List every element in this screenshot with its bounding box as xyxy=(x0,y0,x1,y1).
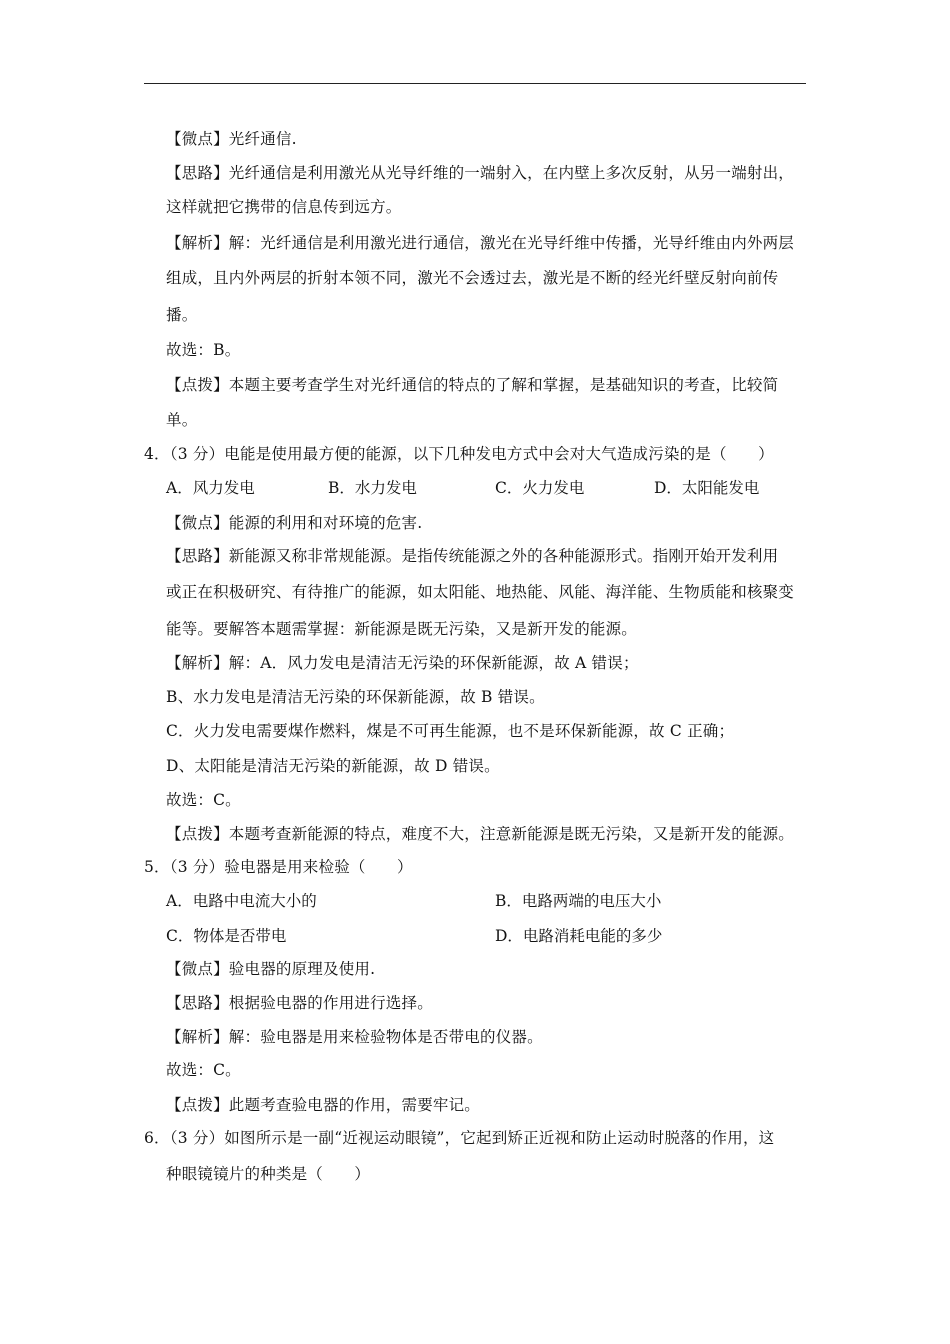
q6-stem-line-2: 种眼镜镜片的种类是（ ） xyxy=(166,1165,371,1183)
q4-analysis-line-4: D、太阳能是清洁无污染的新能源，故 D 错误。 xyxy=(166,757,500,775)
q4-option-b: B．水力发电 xyxy=(328,479,417,497)
q3-answer: 故选：B。 xyxy=(166,341,241,359)
q3-comment-line-2: 单。 xyxy=(166,411,198,429)
q3-analysis-line-3: 播。 xyxy=(166,306,198,324)
q4-analysis-line-3: C．火力发电需要煤作燃料，煤是不可再生能源，也不是环保新能源，故 C 正确； xyxy=(166,722,735,740)
q4-stem: 4．（3 分）电能是使用最方便的能源，以下几种发电方式中会对大气造成污染的是（ ） xyxy=(144,445,774,463)
q5-idea: 【思路】根据验电器的作用进行选择。 xyxy=(166,994,433,1012)
q3-idea-line-1: 【思路】光纤通信是利用激光从光导纤维的一端射入，在内壁上多次反射，从另一端射出， xyxy=(166,164,795,182)
q5-point: 【微点】验电器的原理及使用. xyxy=(166,960,376,978)
q5-option-c: C．物体是否带电 xyxy=(166,927,287,945)
q4-option-c: C．火力发电 xyxy=(495,479,585,497)
q6-stem-line-1: 6．（3 分）如图所示是一副“近视运动眼镜”，它起到矫正近视和防止运动时脱落的作用，这 xyxy=(144,1129,775,1147)
q5-answer: 故选：C。 xyxy=(166,1061,241,1079)
q5-comment: 【点拨】此题考查验电器的作用，需要牢记。 xyxy=(166,1096,481,1114)
q3-comment-line-1: 【点拨】本题主要考查学生对光纤通信的特点的了解和掌握，是基础知识的考查，比较简 xyxy=(166,376,779,394)
q5-option-d: D．电路消耗电能的多少 xyxy=(495,927,663,945)
q3-analysis-line-1: 【解析】解：光纤通信是利用激光进行通信，激光在光导纤维中传播，光导纤维由内外两层 xyxy=(166,234,795,252)
q3-point: 【微点】光纤通信. xyxy=(166,130,297,148)
q4-option-d: D．太阳能发电 xyxy=(654,479,760,497)
q5-option-b: B．电路两端的电压大小 xyxy=(495,892,662,910)
q4-answer: 故选：C。 xyxy=(166,791,241,809)
q4-idea-line-1: 【思路】新能源又称非常规能源。是指传统能源之外的各种能源形式。指刚开始开发利用 xyxy=(166,547,779,565)
q4-comment: 【点拨】本题考查新能源的特点，难度不大，注意新能源是既无污染，又是新开发的能源。 xyxy=(166,825,795,843)
q4-option-a: A．风力发电 xyxy=(166,479,255,497)
header-rule xyxy=(144,83,806,84)
q4-idea-line-2: 或正在积极研究、有待推广的能源，如太阳能、地热能、风能、海洋能、生物质能和核聚变 xyxy=(166,583,795,601)
q5-analysis: 【解析】解：验电器是用来检验物体是否带电的仪器。 xyxy=(166,1028,543,1046)
q4-analysis-line-1: 【解析】解：A．风力发电是清洁无污染的环保新能源，故 A 错误； xyxy=(166,654,639,672)
q4-analysis-line-2: B、水力发电是清洁无污染的环保新能源，故 B 错误。 xyxy=(166,688,545,706)
q3-analysis-line-2: 组成，且内外两层的折射本领不同，激光不会透过去，激光是不断的经光纤壁反射向前传 xyxy=(166,269,779,287)
q5-option-a: A．电路中电流大小的 xyxy=(166,892,317,910)
q3-idea-line-2: 这样就把它携带的信息传到远方。 xyxy=(166,198,402,216)
q4-point: 【微点】能源的利用和对环境的危害. xyxy=(166,514,423,532)
q4-idea-line-3: 能等。要解答本题需掌握：新能源是既无污染，又是新开发的能源。 xyxy=(166,620,638,638)
q5-stem: 5．（3 分）验电器是用来检验（ ） xyxy=(144,858,413,876)
